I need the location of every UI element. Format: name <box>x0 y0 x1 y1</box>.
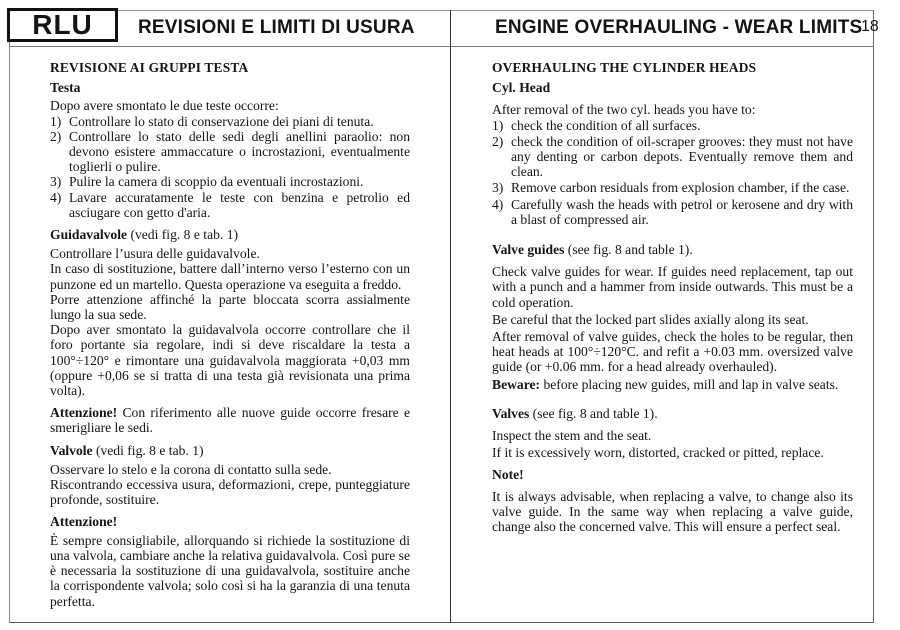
list-item <box>492 180 853 195</box>
list-text: Pulire la camera di scoppio da eventuali incrostazioni. <box>69 174 364 190</box>
note-text: It is always advisable, when replacing a valve, to change also its valve guide. In the same way when replacing a valve guide, change also the concerned valve. This will ensure a perfect seal. <box>492 488 853 535</box>
header-title-italian: REVISIONI E LIMITI DI USURA <box>138 17 415 38</box>
attenzione-text-2: È sempre consigliabile, allorquando si richiede la sostituzione di una valvola, cambiare anche la relativa guidavalvola. Così pure se è necessaria la sostituzione di una guidavalvola, sostituire anche la corrispondente valvola; solo così si ha la garanzia di una tenuta perfetta. <box>50 532 410 609</box>
attenzione-heading-2: Attenzione! <box>50 514 118 530</box>
list-item <box>492 118 853 133</box>
valvole-heading: Valvole <box>50 442 93 458</box>
valvole-ref: (vedi fig. 8 e tab. 1) <box>92 442 204 458</box>
guidavalvole-paragraph: Porre attenzione affinché la parte bloccata scorra assialmente lungo la sua sede. <box>50 291 410 323</box>
note-heading: Note! <box>492 467 524 483</box>
column-divider <box>450 10 451 622</box>
list-text: Lavare accuratamente le teste con benzina e petrolio ed asciugare con getto d'aria. <box>69 189 410 220</box>
valve-guides-ref: (see fig. 8 and table 1). <box>564 242 693 258</box>
valves-ref: (see fig. 8 and table 1). <box>529 405 658 421</box>
valvole-paragraph: Riscontrando eccessiva usura, deformazioni, crepe, punteggiature profonde, sostituire. <box>50 477 410 508</box>
valves-paragraph: If it is excessively worn, distorted, cracked or pitted, replace. <box>492 445 824 461</box>
attenzione-note-1 <box>50 405 410 435</box>
list-text: Controllare lo stato delle sedi degli anellini paraolio: non devono esistere ammaccature o incrostazioni, eventualmente toglierli o pulire. <box>69 128 410 175</box>
valve-guides-heading-line <box>492 242 853 257</box>
testa-heading: Testa <box>50 80 81 96</box>
list-text: check the condition of oil-scraper grooves: they must not have any denting or carbon depots. Eventually remove them and clean. <box>511 133 853 180</box>
list-item <box>50 129 410 175</box>
list-item <box>50 190 410 220</box>
valves-paragraph: Inspect the stem and the seat. <box>492 428 652 444</box>
guidavalvole-paragraph: In caso di sostituzione, battere dall’interno verso l’esterno con un punzone ed un martello. Questa operazione va eseguita a freddo. <box>50 261 410 292</box>
valves-heading-line <box>492 406 853 421</box>
guidavalvole-ref: (vedi fig. 8 e tab. 1) <box>127 227 239 243</box>
section-title: REVISIONE AI GRUPPI TESTA <box>50 60 249 75</box>
section-code-box: RLU <box>7 8 118 42</box>
english-column <box>492 60 853 534</box>
valvole-paragraph: Osservare lo stelo e la corona di contatto sulla sede. <box>50 461 332 477</box>
valvole-heading-line <box>50 443 410 458</box>
list-number: 2) <box>50 128 62 144</box>
valve-guides-paragraph: Check valve guides for wear. If guides need replacement, tap out with a punch and a hammer from inside outwards. This must be a cold operation. <box>492 264 853 310</box>
valves-heading: Valves <box>492 405 530 421</box>
guidavalvole-heading: Guidavalvole <box>50 227 128 243</box>
guidavalvole-paragraph: Controllare l’usura delle guidavalvole. <box>50 246 260 262</box>
list-text: Controllare lo stato di conservazione dei piani di tenuta. <box>69 113 374 129</box>
list-number: 1) <box>50 113 62 129</box>
list-number: 4) <box>492 196 504 212</box>
list-number: 4) <box>50 189 62 205</box>
section-title: OVERHAULING THE CYLINDER HEADS <box>492 60 757 75</box>
cyl-head-intro: After removal of the two cyl. heads you have to: <box>492 102 756 118</box>
valve-guides-heading: Valve guides <box>492 242 565 258</box>
list-item <box>492 197 853 227</box>
testa-list <box>50 114 410 220</box>
cyl-head-list <box>492 118 853 227</box>
list-text: Remove carbon residuals from explosion chamber, if the case. <box>511 180 850 196</box>
list-number: 1) <box>492 117 504 133</box>
valve-guides-paragraph: Be careful that the locked part slides axially along its seat. <box>492 311 809 327</box>
page-number: 18 <box>861 18 879 35</box>
beware-text: before placing new guides, mill and lap in valve seats. <box>540 376 839 392</box>
guidavalvole-heading-line <box>50 227 410 242</box>
header-title-english: ENGINE OVERHAULING - WEAR LIMITS <box>495 17 863 38</box>
list-number: 3) <box>50 174 62 190</box>
guidavalvole-paragraph: Dopo aver smontato la guidavalvola occorre controllare che il foro portante sia regolare, indi si deve riscaldare la testa a 100°÷120° e rimontare una guidavalvola maggiorata +0,03 mm (oppure +0,06 se si tratta di una testa già revisionata una prima volta). <box>50 322 410 399</box>
list-text: check the condition of all surfaces. <box>511 117 701 133</box>
list-item <box>50 174 410 189</box>
beware-label: Beware: <box>492 376 541 392</box>
list-number: 2) <box>492 133 504 149</box>
cyl-head-heading: Cyl. Head <box>492 80 551 96</box>
list-item <box>50 114 410 129</box>
beware-note <box>492 377 853 392</box>
attenzione-text: Con riferimento alle nuove guide occorre fresare e smerigliare le sedi. <box>50 405 410 436</box>
valve-guides-paragraph: After removal of valve guides, check the holes to be regular, then heat heads at 100°÷120°C. and refit a +0.03 mm. oversized valve guide (or +0.06 mm. for a head already overhauled). <box>492 329 853 375</box>
list-number: 3) <box>492 180 504 196</box>
testa-intro: Dopo avere smontato le due teste occorre: <box>50 98 279 114</box>
italian-column <box>50 60 410 609</box>
attenzione-label: Attenzione! <box>50 405 118 421</box>
list-text: Carefully wash the heads with petrol or kerosene and dry with a blast of compressed air. <box>511 196 853 227</box>
list-item <box>492 134 853 180</box>
